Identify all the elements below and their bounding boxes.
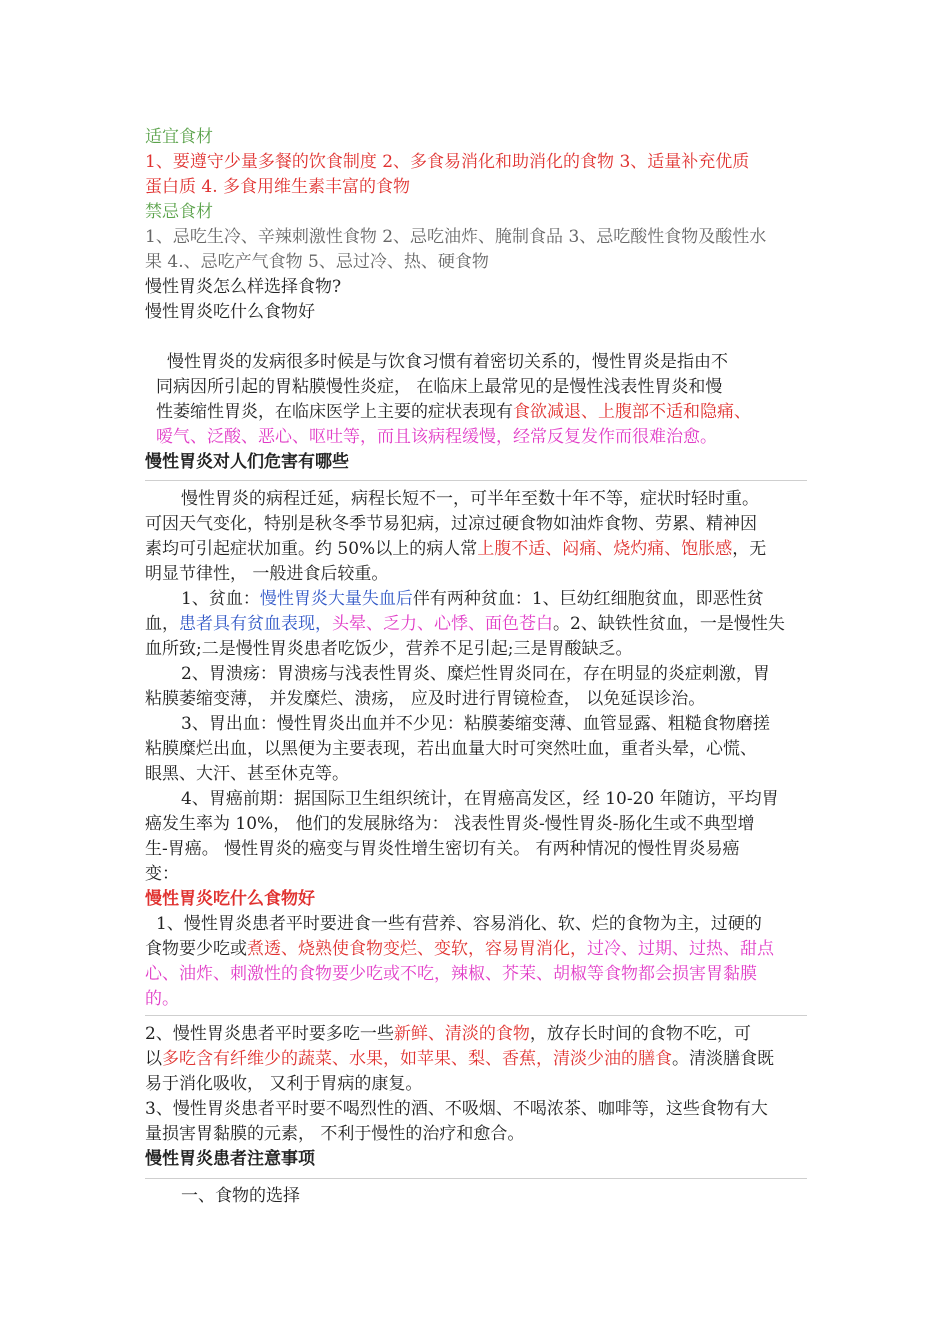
- ulcer-line-2: 粘膜萎缩变薄， 并发糜烂、溃疡， 应及时进行胃镜检查， 以免延误诊治。: [145, 689, 706, 709]
- question-what-to-eat: 慢性胃炎吃什么食物好: [145, 302, 315, 322]
- precancer-line-2: 癌发生率为 10%， 他们的发展脉络为： 浅表性胃炎-慢性胃炎-肠化生或不典型增: [145, 814, 755, 834]
- ulcer-line-1: 2、胃溃疡：胃溃疡与浅表性胃炎、糜烂性胃炎同在，存在明显的炎症刺激，胃: [181, 664, 770, 684]
- intro-line-2: 同病因所引起的胃粘膜慢性炎症， 在临床上最常见的是慢性浅表性胃炎和慢: [156, 377, 723, 397]
- foods-3-line-1: 3、慢性胃炎患者平时要不喝烈性的酒、不吸烟、不喝浓茶、咖啡等，这些食物有大: [145, 1099, 768, 1119]
- foods-2-line-2: 以多吃含有纤维少的蔬菜、水果，如苹果、梨、香蕉，清淡少油的膳食。清淡膳食既: [145, 1049, 774, 1069]
- suitable-foods-title: 适宜食材: [145, 127, 213, 147]
- intro-line-4: 嗳气、泛酸、恶心、呕吐等，而且该病程缓慢，经常反复发作而很难治愈。: [156, 427, 717, 447]
- hazards-p1-line-2: 可因天气变化，特别是秋冬季节易犯病，过凉过硬食物如油炸食物、劳累、精神因: [145, 514, 757, 534]
- foods-3-line-2: 量损害胃黏膜的元素， 不利于慢性的治疗和愈合。: [145, 1124, 525, 1144]
- precancer-line-1: 4、胃癌前期：据国际卫生组织统计，在胃癌高发区，经 10-20 年随访，平均胃: [181, 789, 779, 809]
- hazards-p1-line-1: 慢性胃炎的病程迁延，病程长短不一，可半年至数十年不等，症状时轻时重。: [181, 489, 759, 509]
- intro-line-3: 性萎缩性胃炎，在临床医学上主要的症状表现有食欲减退、上腹部不适和隐痛、: [156, 402, 751, 422]
- foods-2-line-3: 易于消化吸收， 又利于胃病的康复。: [145, 1074, 423, 1094]
- bleeding-line-3: 眼黑、大汗、甚至休克等。: [145, 764, 349, 784]
- suitable-foods-line-2: 蛋白质 4. 多食用维生素丰富的食物: [145, 177, 411, 197]
- foods-1-line-3: 心、油炸、刺激性的食物要少吃或不吃，辣椒、芥茉、胡椒等食物都会损害胃黏膜: [145, 964, 757, 984]
- anemia-line-1: 1、贫血：慢性胃炎大量失血后伴有两种贫血：1、巨幼红细胞贫血，即恶性贫: [181, 589, 764, 609]
- foods-1-line-4: 的。: [145, 989, 179, 1009]
- precancer-line-3: 生-胃癌。 慢性胃炎的癌变与胃炎性增生密切有关。 有两种情况的慢性胃炎易癌: [145, 839, 740, 859]
- notes-divider: [145, 1178, 807, 1179]
- bleeding-line-2: 粘膜糜烂出血，以黑便为主要表现，若出血量大时可突然吐血，重者头晕，心慌、: [145, 739, 757, 759]
- foods-1-line-1: 1、慢性胃炎患者平时要进食一些有营养、容易消化、软、烂的食物为主，过硬的: [156, 914, 762, 934]
- forbidden-foods-title: 禁忌食材: [145, 202, 213, 222]
- bleeding-line-1: 3、胃出血：慢性胃炎出血并不少见：粘膜萎缩变薄、血管显露、粗糙食物磨搓: [181, 714, 770, 734]
- forbidden-foods-line-2: 果 4.、忌吃产气食物 5、忌过冷、热、硬食物: [145, 252, 489, 272]
- notes-heading: 慢性胃炎患者注意事项: [145, 1149, 315, 1169]
- foods-heading: 慢性胃炎吃什么食物好: [145, 889, 315, 909]
- anemia-line-2: 血，患者具有贫血表现，头晕、乏力、心悸、面色苍白。2、缺铁性贫血，一是慢性失: [145, 614, 785, 634]
- heading-divider: [145, 480, 807, 481]
- foods-1-line-2: 食物要少吃或煮透、烧熟使食物变烂、变软，容易胃消化，过冷、过期、过热、甜点: [145, 939, 774, 959]
- notes-item-1: 一、食物的选择: [181, 1186, 300, 1206]
- intro-line-1: 慢性胃炎的发病很多时候是与饮食习惯有着密切关系的，慢性胃炎是指由不: [167, 352, 728, 372]
- suitable-foods-line-1: 1、要遵守少量多餐的饮食制度 2、多食易消化和助消化的食物 3、适量补充优质: [145, 152, 750, 172]
- question-how-to-choose: 慢性胃炎怎么样选择食物?: [145, 277, 342, 297]
- hazards-p1-line-3: 素均可引起症状加重。约 50%以上的病人常上腹不适、闷痛、烧灼痛、饱胀感，无: [145, 539, 767, 559]
- content-column: [145, 0, 807, 1344]
- foods-2-line-1: 2、慢性胃炎患者平时要多吃一些新鲜、清淡的食物，放存长时间的食物不吃，可: [145, 1024, 751, 1044]
- precancer-line-4: 变：: [145, 864, 179, 884]
- hazards-heading: 慢性胃炎对人们危害有哪些: [145, 452, 349, 472]
- paragraph-divider: [145, 1015, 807, 1016]
- forbidden-foods-line-1: 1、忌吃生冷、辛辣刺激性食物 2、忌吃油炸、腌制食品 3、忌吃酸性食物及酸性水: [145, 227, 767, 247]
- anemia-line-3: 血所致;二是慢性胃炎患者吃饭少，营养不足引起;三是胃酸缺乏。: [145, 639, 633, 659]
- hazards-p1-line-4: 明显节律性， 一般进食后较重。: [145, 564, 389, 584]
